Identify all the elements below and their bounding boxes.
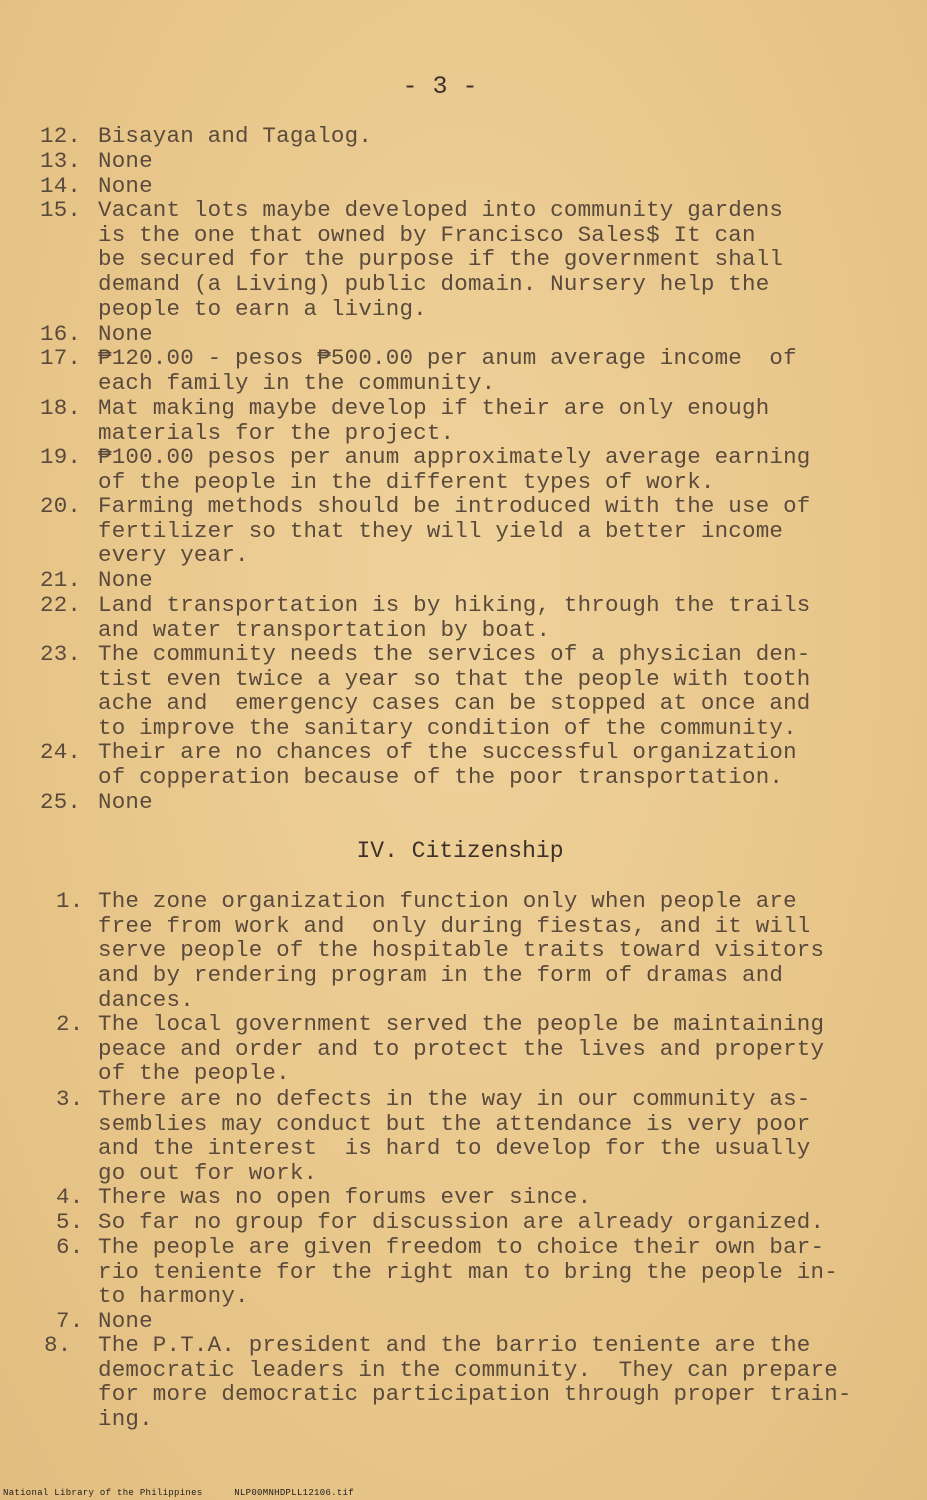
item-number: 17. [40, 345, 82, 371]
item-number: 13. [40, 148, 82, 174]
item-number: 21. [40, 567, 82, 593]
item-number: 6. [56, 1234, 84, 1260]
item-number: 5. [56, 1209, 84, 1235]
item-text: The P.T.A. president and the barrio teniente are the democratic leaders in the community. They can prepare for more democratic participation through proper train- ing. [98, 1332, 852, 1433]
item-text: The local government served the people be maintaining peace and order and to protect the lives and property of the people. [98, 1011, 825, 1087]
item-number: 24. [40, 739, 82, 765]
item-number: 2. [56, 1011, 84, 1037]
item-number: 22. [40, 592, 82, 618]
item-text: None [98, 567, 153, 593]
item-number: 18. [40, 395, 82, 421]
item-text: There are no defects in the way in our community as- semblies may conduct but the attendance is very poor and the interest is hard to develop for the usually go out for work. [98, 1086, 811, 1187]
item-text: Their are no chances of the successful organization of copperation because of the poor transportation. [98, 739, 797, 790]
item-text: Farming methods should be introduced with the use of fertilizer so that they will yield a better income every year. [98, 493, 811, 569]
item-text: The people are given freedom to choice their own bar- rio teniente for the right man to bring the people in- to harmony. [98, 1234, 838, 1310]
item-text: Vacant lots maybe developed into community gardens is the one that owned by Francisco Sales$ It can be secured for the purpose if the government shall demand (a Living) public domain. Nursery help the people to earn a living. [98, 197, 784, 322]
footer-file: NLP00MNHDPLL12106.tif [234, 1488, 354, 1498]
item-number: 19. [40, 444, 82, 470]
item-number: 20. [40, 493, 82, 519]
scan-footer [3, 1488, 380, 1498]
item-text: ₱120.00 - pesos ₱500.00 per anum average income of each family in the community. [98, 345, 797, 396]
section-heading: IV. Citizenship [356, 838, 564, 864]
item-number: 4. [56, 1184, 84, 1210]
item-text: None [98, 1308, 153, 1334]
item-text: The community needs the services of a physician den- tist even twice a year so that the people with tooth ache and emergency cases can be stopped at once and to improve the sanitary condition of the community. [98, 641, 811, 742]
item-number: 16. [40, 321, 82, 347]
item-number: 12. [40, 123, 82, 149]
item-text: None [98, 148, 153, 174]
item-text: There was no open forums ever since. [98, 1184, 592, 1210]
item-text: The zone organization function only when people are free from work and only during fiestas, and it will serve people of the hospitable traits toward visitors and by rendering program in the form of dramas and dances. [98, 888, 825, 1013]
item-text: None [98, 789, 153, 815]
item-number: 14. [40, 173, 82, 199]
item-text: Bisayan and Tagalog. [98, 123, 373, 149]
item-number: 15. [40, 197, 82, 223]
item-number: 8. [44, 1332, 72, 1358]
page-number: - 3 - [402, 72, 478, 101]
item-number: 25. [40, 789, 82, 815]
item-text: ₱100.00 pesos per anum approximately average earning of the people in the different types of work. [98, 444, 811, 495]
item-number: 1. [56, 888, 84, 914]
footer-library: National Library of the Philippines [3, 1488, 203, 1498]
item-text: None [98, 173, 153, 199]
item-text: So far no group for discussion are already organized. [98, 1209, 825, 1235]
item-number: 7. [56, 1308, 84, 1334]
item-text: None [98, 321, 153, 347]
item-number: 23. [40, 641, 82, 667]
item-text: Mat making maybe develop if their are only enough materials for the project. [98, 395, 770, 446]
item-number: 3. [56, 1086, 84, 1112]
item-text: Land transportation is by hiking, through the trails and water transportation by boat. [98, 592, 811, 643]
